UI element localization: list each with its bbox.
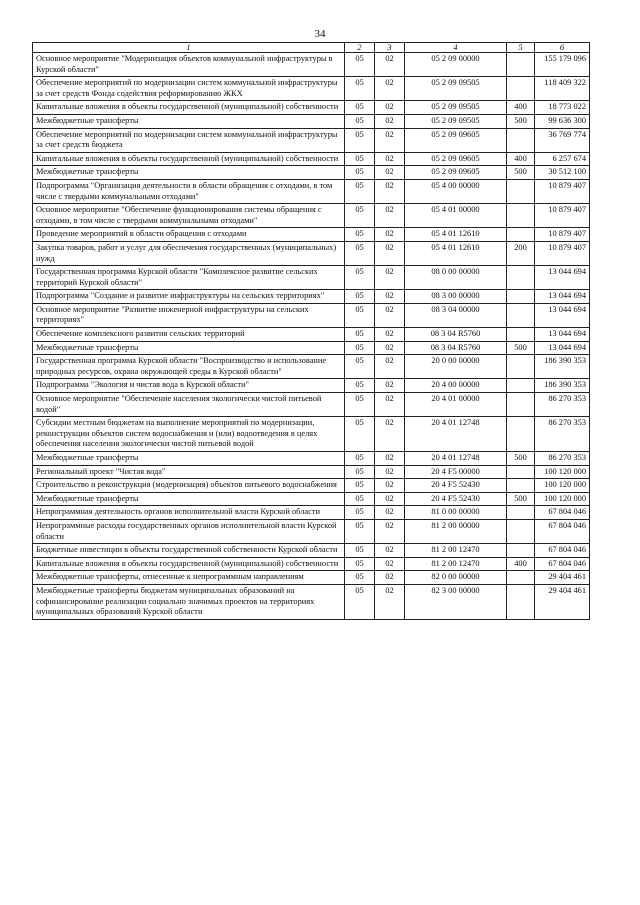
amount-cell: 13 044 694	[535, 303, 590, 327]
section-code-cell: 05	[345, 152, 375, 166]
subsection-code-cell: 02	[375, 379, 405, 393]
target-article-cell: 20 4 01 00000	[405, 393, 507, 417]
expense-name-cell: Государственная программа Курской области "Комплексное развитие сельских территорий Курской области"	[33, 266, 345, 290]
subsection-code-cell: 02	[375, 77, 405, 101]
expense-type-cell: 500	[507, 452, 535, 466]
section-code-cell: 05	[345, 101, 375, 115]
subsection-code-cell: 02	[375, 557, 405, 571]
amount-cell: 29 404 461	[535, 584, 590, 619]
amount-cell: 155 179 096	[535, 53, 590, 77]
table-row	[33, 452, 590, 466]
subsection-code-cell: 02	[375, 290, 405, 304]
target-article-cell: 20 0 00 00000	[405, 355, 507, 379]
expense-type-cell	[507, 584, 535, 619]
expense-name-cell: Межбюджетные трансферты	[33, 452, 345, 466]
section-code-cell: 05	[345, 393, 375, 417]
expense-type-cell	[507, 77, 535, 101]
amount-cell: 13 044 694	[535, 290, 590, 304]
table-row	[33, 557, 590, 571]
expense-type-cell	[507, 266, 535, 290]
subsection-code-cell: 02	[375, 393, 405, 417]
expense-name-cell: Основное мероприятие "Развитие инженерной инфраструктуры на сельских территориях"	[33, 303, 345, 327]
table-row	[33, 166, 590, 180]
target-article-cell: 05 2 09 09605	[405, 166, 507, 180]
section-code-cell: 05	[345, 179, 375, 203]
section-code-cell: 05	[345, 204, 375, 228]
subsection-code-cell: 02	[375, 479, 405, 493]
target-article-cell: 08 0 00 00000	[405, 266, 507, 290]
expense-type-cell	[507, 465, 535, 479]
section-code-cell: 05	[345, 128, 375, 152]
subsection-code-cell: 02	[375, 166, 405, 180]
amount-cell: 86 270 353	[535, 417, 590, 452]
page-number: 34	[314, 28, 326, 40]
expense-type-cell	[507, 544, 535, 558]
subsection-code-cell: 02	[375, 241, 405, 265]
subsection-code-cell: 02	[375, 228, 405, 242]
subsection-code-cell: 02	[375, 328, 405, 342]
budget-table	[32, 42, 590, 620]
table-row	[33, 584, 590, 619]
table-row	[33, 506, 590, 520]
subsection-code-cell: 02	[375, 303, 405, 327]
expense-type-cell	[507, 393, 535, 417]
table-row	[33, 355, 590, 379]
section-code-cell: 05	[345, 465, 375, 479]
expense-name-cell: Субсидии местным бюджетам на выполнение мероприятий по модернизации, реконструкции объектов систем водоснабжения и (или) водоотведения в целях обеспечения населения экологически чистой питьевой водой	[33, 417, 345, 452]
section-code-cell: 05	[345, 557, 375, 571]
subsection-code-cell: 02	[375, 571, 405, 585]
amount-cell: 67 804 046	[535, 506, 590, 520]
expense-name-cell: Капитальные вложения в объекты государственной (муниципальной) собственности	[33, 152, 345, 166]
expense-type-cell	[507, 53, 535, 77]
target-article-cell: 20 4 01 12748	[405, 417, 507, 452]
target-article-cell: 05 2 09 09505	[405, 101, 507, 115]
column-header: 3	[375, 43, 405, 53]
target-article-cell: 20 4 F5 00000	[405, 465, 507, 479]
subsection-code-cell: 02	[375, 519, 405, 543]
amount-cell: 6 257 674	[535, 152, 590, 166]
subsection-code-cell: 02	[375, 341, 405, 355]
table-row	[33, 228, 590, 242]
target-article-cell: 81 0 00 00000	[405, 506, 507, 520]
target-article-cell: 05 4 00 00000	[405, 179, 507, 203]
expense-name-cell: Бюджетные инвестиции в объекты государственной собственности Курской области	[33, 544, 345, 558]
expense-name-cell: Непрограммные расходы государственных органов исполнительной власти Курской области	[33, 519, 345, 543]
amount-cell: 36 769 774	[535, 128, 590, 152]
table-row	[33, 290, 590, 304]
expense-name-cell: Региональный проект "Чистая вода"	[33, 465, 345, 479]
table-row	[33, 479, 590, 493]
section-code-cell: 05	[345, 77, 375, 101]
subsection-code-cell: 02	[375, 417, 405, 452]
expense-name-cell: Межбюджетные трансферты	[33, 341, 345, 355]
section-code-cell: 05	[345, 53, 375, 77]
expense-name-cell: Закупка товаров, работ и услуг для обеспечения государственных (муниципальных) нужд	[33, 241, 345, 265]
column-header: 1	[33, 43, 345, 53]
section-code-cell: 05	[345, 114, 375, 128]
table-row	[33, 128, 590, 152]
expense-type-cell	[507, 479, 535, 493]
subsection-code-cell: 02	[375, 204, 405, 228]
table-row	[33, 204, 590, 228]
column-header: 4	[405, 43, 507, 53]
table-row	[33, 241, 590, 265]
subsection-code-cell: 02	[375, 452, 405, 466]
subsection-code-cell: 02	[375, 101, 405, 115]
expense-name-cell: Капитальные вложения в объекты государственной (муниципальной) собственности	[33, 101, 345, 115]
subsection-code-cell: 02	[375, 584, 405, 619]
subsection-code-cell: 02	[375, 544, 405, 558]
expense-name-cell: Основное мероприятие "Модернизация объектов коммунальной инфраструктуры в Курской области"	[33, 53, 345, 77]
subsection-code-cell: 02	[375, 355, 405, 379]
section-code-cell: 05	[345, 571, 375, 585]
section-code-cell: 05	[345, 355, 375, 379]
target-article-cell: 05 4 01 00000	[405, 204, 507, 228]
section-code-cell: 05	[345, 452, 375, 466]
subsection-code-cell: 02	[375, 114, 405, 128]
column-header: 5	[507, 43, 535, 53]
expense-type-cell: 400	[507, 557, 535, 571]
subsection-code-cell: 02	[375, 465, 405, 479]
target-article-cell: 08 3 04 00000	[405, 303, 507, 327]
expense-name-cell: Подпрограмма "Создание и развитие инфраструктуры на сельских территориях"	[33, 290, 345, 304]
column-numbers-row	[33, 43, 590, 53]
target-article-cell: 82 3 00 00000	[405, 584, 507, 619]
amount-cell: 13 044 694	[535, 266, 590, 290]
table-header	[33, 43, 590, 53]
amount-cell: 10 879 407	[535, 179, 590, 203]
amount-cell: 67 804 046	[535, 519, 590, 543]
amount-cell: 67 804 046	[535, 544, 590, 558]
section-code-cell: 05	[345, 519, 375, 543]
column-header: 2	[345, 43, 375, 53]
amount-cell: 100 120 000	[535, 465, 590, 479]
table-row	[33, 571, 590, 585]
table-row	[33, 544, 590, 558]
expense-name-cell: Проведение мероприятий в области обращения с отходами	[33, 228, 345, 242]
target-article-cell: 20 4 00 00000	[405, 379, 507, 393]
expense-name-cell: Межбюджетные трансферты	[33, 492, 345, 506]
target-article-cell: 08 3 04 R5760	[405, 341, 507, 355]
expense-type-cell: 400	[507, 152, 535, 166]
expense-name-cell: Обеспечение мероприятий по модернизации систем коммунальной инфраструктуры за счет средств бюджета	[33, 128, 345, 152]
expense-type-cell	[507, 328, 535, 342]
table-row	[33, 465, 590, 479]
table-row	[33, 77, 590, 101]
expense-type-cell	[507, 128, 535, 152]
expense-name-cell: Подпрограмма "Экология и чистая вода в Курской области"	[33, 379, 345, 393]
target-article-cell: 20 4 F5 52430	[405, 492, 507, 506]
target-article-cell: 20 4 01 12748	[405, 452, 507, 466]
section-code-cell: 05	[345, 303, 375, 327]
table-row	[33, 152, 590, 166]
section-code-cell: 05	[345, 584, 375, 619]
expense-name-cell: Межбюджетные трансферты	[33, 114, 345, 128]
target-article-cell: 05 4 01 12610	[405, 228, 507, 242]
expense-name-cell: Подпрограмма "Организация деятельности в области обращения с отходами, в том числе с твердыми коммунальными отходами"	[33, 179, 345, 203]
table-row	[33, 379, 590, 393]
table-row	[33, 328, 590, 342]
target-article-cell: 08 3 04 R5760	[405, 328, 507, 342]
expense-type-cell: 500	[507, 341, 535, 355]
table-row	[33, 492, 590, 506]
amount-cell: 99 636 300	[535, 114, 590, 128]
target-article-cell: 05 2 09 09505	[405, 114, 507, 128]
expense-name-cell: Межбюджетные трансферты, отнесенные к непрограммным направлениям	[33, 571, 345, 585]
amount-cell: 86 270 353	[535, 393, 590, 417]
expense-type-cell	[507, 519, 535, 543]
subsection-code-cell: 02	[375, 53, 405, 77]
expense-name-cell: Непрограммная деятельность органов исполнительной власти Курской области	[33, 506, 345, 520]
amount-cell: 30 512 100	[535, 166, 590, 180]
expense-type-cell	[507, 506, 535, 520]
target-article-cell: 08 3 00 00000	[405, 290, 507, 304]
target-article-cell: 81 2 00 12470	[405, 544, 507, 558]
expense-type-cell: 400	[507, 101, 535, 115]
expense-type-cell	[507, 303, 535, 327]
section-code-cell: 05	[345, 379, 375, 393]
subsection-code-cell: 02	[375, 179, 405, 203]
amount-cell: 18 773 022	[535, 101, 590, 115]
table-row	[33, 266, 590, 290]
table-row	[33, 341, 590, 355]
amount-cell: 10 879 407	[535, 204, 590, 228]
target-article-cell: 81 2 00 00000	[405, 519, 507, 543]
column-header: 6	[535, 43, 590, 53]
expense-name-cell: Межбюджетные трансферты	[33, 166, 345, 180]
table-row	[33, 114, 590, 128]
amount-cell: 29 404 461	[535, 571, 590, 585]
expense-type-cell	[507, 417, 535, 452]
section-code-cell: 05	[345, 492, 375, 506]
amount-cell: 118 409 322	[535, 77, 590, 101]
target-article-cell: 81 2 00 12470	[405, 557, 507, 571]
expense-type-cell	[507, 290, 535, 304]
expense-type-cell	[507, 379, 535, 393]
target-article-cell: 05 4 01 12610	[405, 241, 507, 265]
expense-name-cell: Основное мероприятие "Обеспечение функционирования системы обращения с отходами, в том числе с твердыми коммунальными отходами"	[33, 204, 345, 228]
expense-type-cell	[507, 228, 535, 242]
amount-cell: 10 879 407	[535, 241, 590, 265]
amount-cell: 100 120 000	[535, 492, 590, 506]
section-code-cell: 05	[345, 228, 375, 242]
table-row	[33, 179, 590, 203]
expense-type-cell	[507, 179, 535, 203]
expense-type-cell: 200	[507, 241, 535, 265]
section-code-cell: 05	[345, 290, 375, 304]
target-article-cell: 82 0 00 00000	[405, 571, 507, 585]
amount-cell: 186 390 353	[535, 379, 590, 393]
subsection-code-cell: 02	[375, 152, 405, 166]
target-article-cell: 05 2 09 09605	[405, 128, 507, 152]
section-code-cell: 05	[345, 417, 375, 452]
expense-type-cell: 500	[507, 114, 535, 128]
expense-name-cell: Капитальные вложения в объекты государственной (муниципальной) собственности	[33, 557, 345, 571]
subsection-code-cell: 02	[375, 492, 405, 506]
table-row	[33, 519, 590, 543]
table-row	[33, 393, 590, 417]
table-body	[33, 53, 590, 620]
expense-name-cell: Межбюджетные трансферты бюджетам муниципальных образований на софинансирование реализации социально значимых проектов на территориях муниципальных образований Курской области	[33, 584, 345, 619]
expense-name-cell: Обеспечение комплексного развития сельских территорий	[33, 328, 345, 342]
subsection-code-cell: 02	[375, 506, 405, 520]
expense-name-cell: Обеспечение мероприятий по модернизации систем коммунальной инфраструктуры за счет средств Фонда содействия реформированию ЖКХ	[33, 77, 345, 101]
section-code-cell: 05	[345, 166, 375, 180]
target-article-cell: 05 2 09 09605	[405, 152, 507, 166]
expense-type-cell: 500	[507, 492, 535, 506]
expense-name-cell: Основное мероприятие "Обеспечение населения экологически чистой питьевой водой"	[33, 393, 345, 417]
amount-cell: 13 044 694	[535, 341, 590, 355]
section-code-cell: 05	[345, 241, 375, 265]
table-row	[33, 303, 590, 327]
expense-name-cell: Строительство и реконструкция (модернизация) объектов питьевого водоснабжения	[33, 479, 345, 493]
expense-type-cell	[507, 571, 535, 585]
amount-cell: 13 044 694	[535, 328, 590, 342]
subsection-code-cell: 02	[375, 128, 405, 152]
table-row	[33, 53, 590, 77]
target-article-cell: 05 2 09 09505	[405, 77, 507, 101]
subsection-code-cell: 02	[375, 266, 405, 290]
amount-cell: 67 804 046	[535, 557, 590, 571]
table-row	[33, 101, 590, 115]
target-article-cell: 20 4 F5 52430	[405, 479, 507, 493]
section-code-cell: 05	[345, 266, 375, 290]
section-code-cell: 05	[345, 506, 375, 520]
amount-cell: 186 390 353	[535, 355, 590, 379]
amount-cell: 100 120 000	[535, 479, 590, 493]
section-code-cell: 05	[345, 328, 375, 342]
amount-cell: 10 879 407	[535, 228, 590, 242]
amount-cell: 86 270 353	[535, 452, 590, 466]
expense-type-cell	[507, 204, 535, 228]
expense-type-cell: 500	[507, 166, 535, 180]
section-code-cell: 05	[345, 479, 375, 493]
section-code-cell: 05	[345, 544, 375, 558]
section-code-cell: 05	[345, 341, 375, 355]
expense-name-cell: Государственная программа Курской области "Воспроизводство и использование природных ресурсов, охрана окружающей среды в Курской области"	[33, 355, 345, 379]
expense-type-cell	[507, 355, 535, 379]
table-row	[33, 417, 590, 452]
target-article-cell: 05 2 09 00000	[405, 53, 507, 77]
